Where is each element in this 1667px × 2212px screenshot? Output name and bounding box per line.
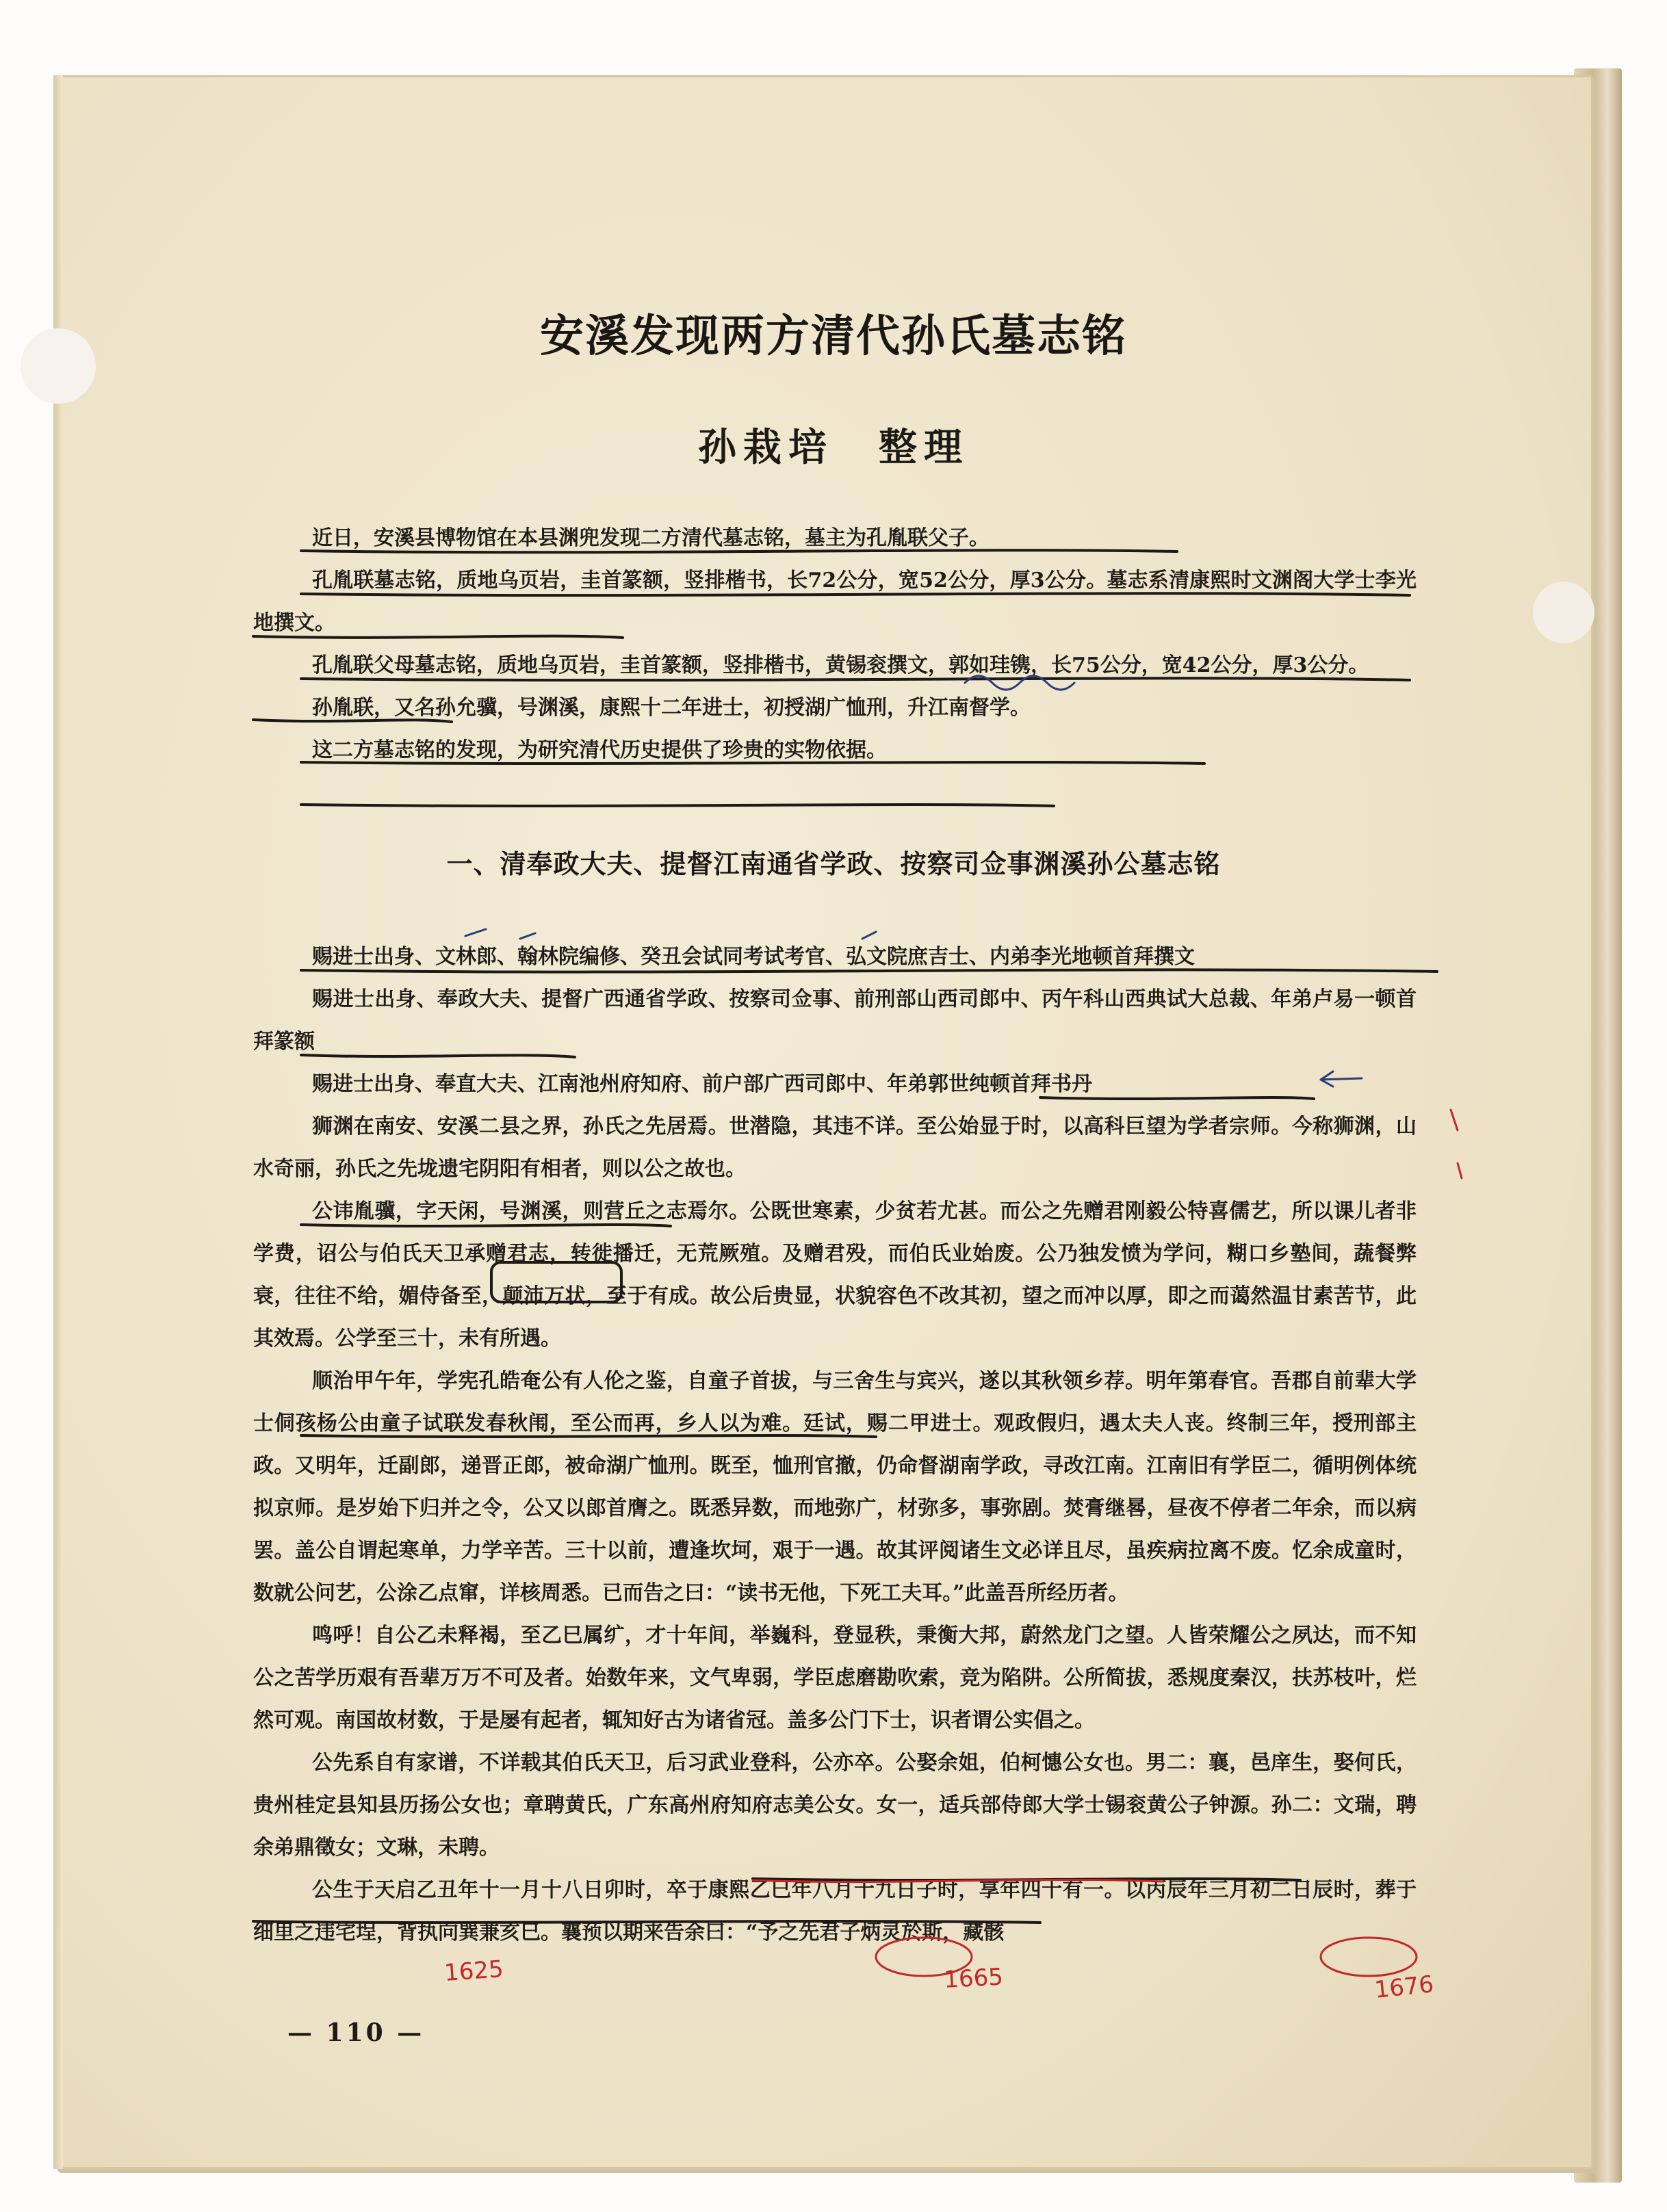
epitaph-paragraph: 公生于天启乙丑年十一月十八日卯时，卒于康熙乙巳年八月十九日子时，享年四十有一。以丙辰年三月初二日辰时，葬于细里之违宅埕，背执向巽兼亥巳。襄预以期来告余曰：“予之先君子炳灵於斯，藏骸 bbox=[253, 1878, 1417, 1944]
intro-paragraph: 这二方墓志铭的发现，为研究清代历史提供了珍贵的实物依据。 bbox=[312, 738, 887, 762]
intro-paragraph: 近日，安溪县博物馆在本县渊兜发现二方清代墓志铭，墓主为孔胤联父子。 bbox=[312, 526, 990, 550]
handwritten-note: 1665 bbox=[943, 1963, 1004, 1994]
epitaph-paragraph: 公先系自有家谱，不详载其伯氏天卫，后习武业登科，公亦卒。公娶余姐，伯柯憓公女也。男二：襄，邑庠生，娶何氏，贵州桂定县知县历扬公女也；章聘黄氏，广东高州府知府志美公女。女一，适兵部侍郎大学士锡衮黄公子钟源。孙二：文瑞，聘余弟鼎徵女；文琳，未聘。 bbox=[253, 1751, 1417, 1860]
handwritten-note: 1676 bbox=[1373, 1970, 1435, 2004]
intro-paragraph: 孔胤联墓志铭，质地乌页岩，圭首篆额，竖排楷书，长72公分，宽52公分，厚3公分。墓志系清康熙时文渊阁大学士李光地撰文。 bbox=[253, 569, 1417, 635]
intro-paragraph: 孔胤联父母墓志铭，质地乌页岩，圭首篆额，竖排楷书，黄锡衮撰文，郭如珪镌，长75公分，宽42公分，厚3公分。 bbox=[312, 653, 1369, 677]
credit-line: 赐进士出身、奉直大夫、江南池州府知府、前户部广西司郎中、年弟郭世纯顿首拜书丹 bbox=[312, 1072, 1092, 1096]
section-heading: 一、清奉政大夫、提督江南通省学政、按察司佥事渊溪孙公墓志铭 bbox=[446, 849, 1221, 879]
epitaph-paragraph: 鸣呼！自公乙未释褐，至乙巳属纩，才十年间，举巍科，登显秩，秉衡大邦，蔚然龙门之望。人皆荣耀公之夙达，而不知公之苦学历艰有吾辈万万不可及者。始数年来，文气卑弱，学臣虑磨勘吹索，竞为陷阱。公所简拔，悉规度秦汉，扶苏枝叶，烂然可观。南国故材数，于是屡有起者，辄知好古为诸省冠。盖多公门下士，识者谓公实倡之。 bbox=[253, 1624, 1417, 1732]
page-number: — 110 — bbox=[287, 2018, 425, 2047]
intro-paragraph: 孙胤联，又名孙允骥，号渊溪，康熙十二年进士，初授湖广恤刑，升江南督学。 bbox=[312, 696, 1031, 720]
handwritten-note: 1625 bbox=[443, 1955, 504, 1987]
main-text bbox=[253, 936, 1417, 1954]
epitaph-paragraph: 公讳胤骥，字天闲，号渊溪，则营丘之志焉尔。公既世寒素，少贫若尤甚。而公之先赠君刚毅公特喜儒艺，所以课儿者非学费，诏公与伯氏天卫承赠君志，转徙播迁，无荒厥殖。及赠君殁，而伯氏业始废。公乃独发愤为学问，糊口乡塾间，蔬餐弊衰，往往不给，媚侍备至，颠沛万状，至于有成。故公后贵显，状貌容色不改其初，望之而冲以厚，即之而蔼然温甘素苦节，此其效焉。公学至三十，未有所遇。 bbox=[253, 1199, 1417, 1351]
credit-line: 赐进士出身、奉政大夫、提督广西通省学政、按察司佥事、前刑部山西司郎中、丙午科山西典试大总裁、年弟卢易一顿首拜篆额 bbox=[253, 987, 1417, 1054]
document-title: 安溪发现两方清代孙氏墓志铭 bbox=[540, 311, 1127, 362]
credit-line: 赐进士出身、文林郎、翰林院编修、癸丑会试同考试考官、弘文院庶吉士、内弟李光地顿首拜撰文 bbox=[312, 945, 1195, 969]
epitaph-paragraph: 狮渊在南安、安溪二县之界，孙氏之先居焉。世潜隐，其违不详。至公始显于时，以高科巨望为学者宗师。今称狮渊，山水奇丽，孙氏之先垅遗宅阴阳有相者，则以公之故也。 bbox=[253, 1115, 1417, 1181]
epitaph-paragraph: 顺治甲午年，学宪孔皓奄公有人伦之鉴，自童子首拔，与三舍生与宾兴，遂以其秋领乡荐。明年第春官。吾郡自前辈大学士侗孩杨公由童子试联发春秋闱，至公而再，乡人以为难。廷试，赐二甲进士。观政假归，遇太夫人丧。终制三年，授刑部主政。又明年，迁副郎，递晋正郎，被命湖广恤刑。既至，恤刑官撤，仍命督湖南学政，寻改江南。江南旧有学臣二，循明例体统拟京师。是岁始下归并之令，公又以郎首膺之。既悉异数，而地弥广，材弥多，事弥剧。焚膏继晷，昼夜不停者二年余，而以病罢。盖公自谓起寒单，力学辛苦。三十以前，遭逢坎坷，艰于一遇。故其评阅诸生文必详且尽，虽疾病拉离不废。忆余成童时，数就公问艺，公涂乙点窜，详核周悉。已而告之曰：“读书无他，下死工夫耳。”此盖吾所经历者。 bbox=[253, 1369, 1417, 1605]
stain bbox=[1533, 582, 1594, 643]
author-line: 孙栽培 整理 bbox=[698, 425, 969, 470]
intro-section bbox=[253, 517, 1417, 772]
